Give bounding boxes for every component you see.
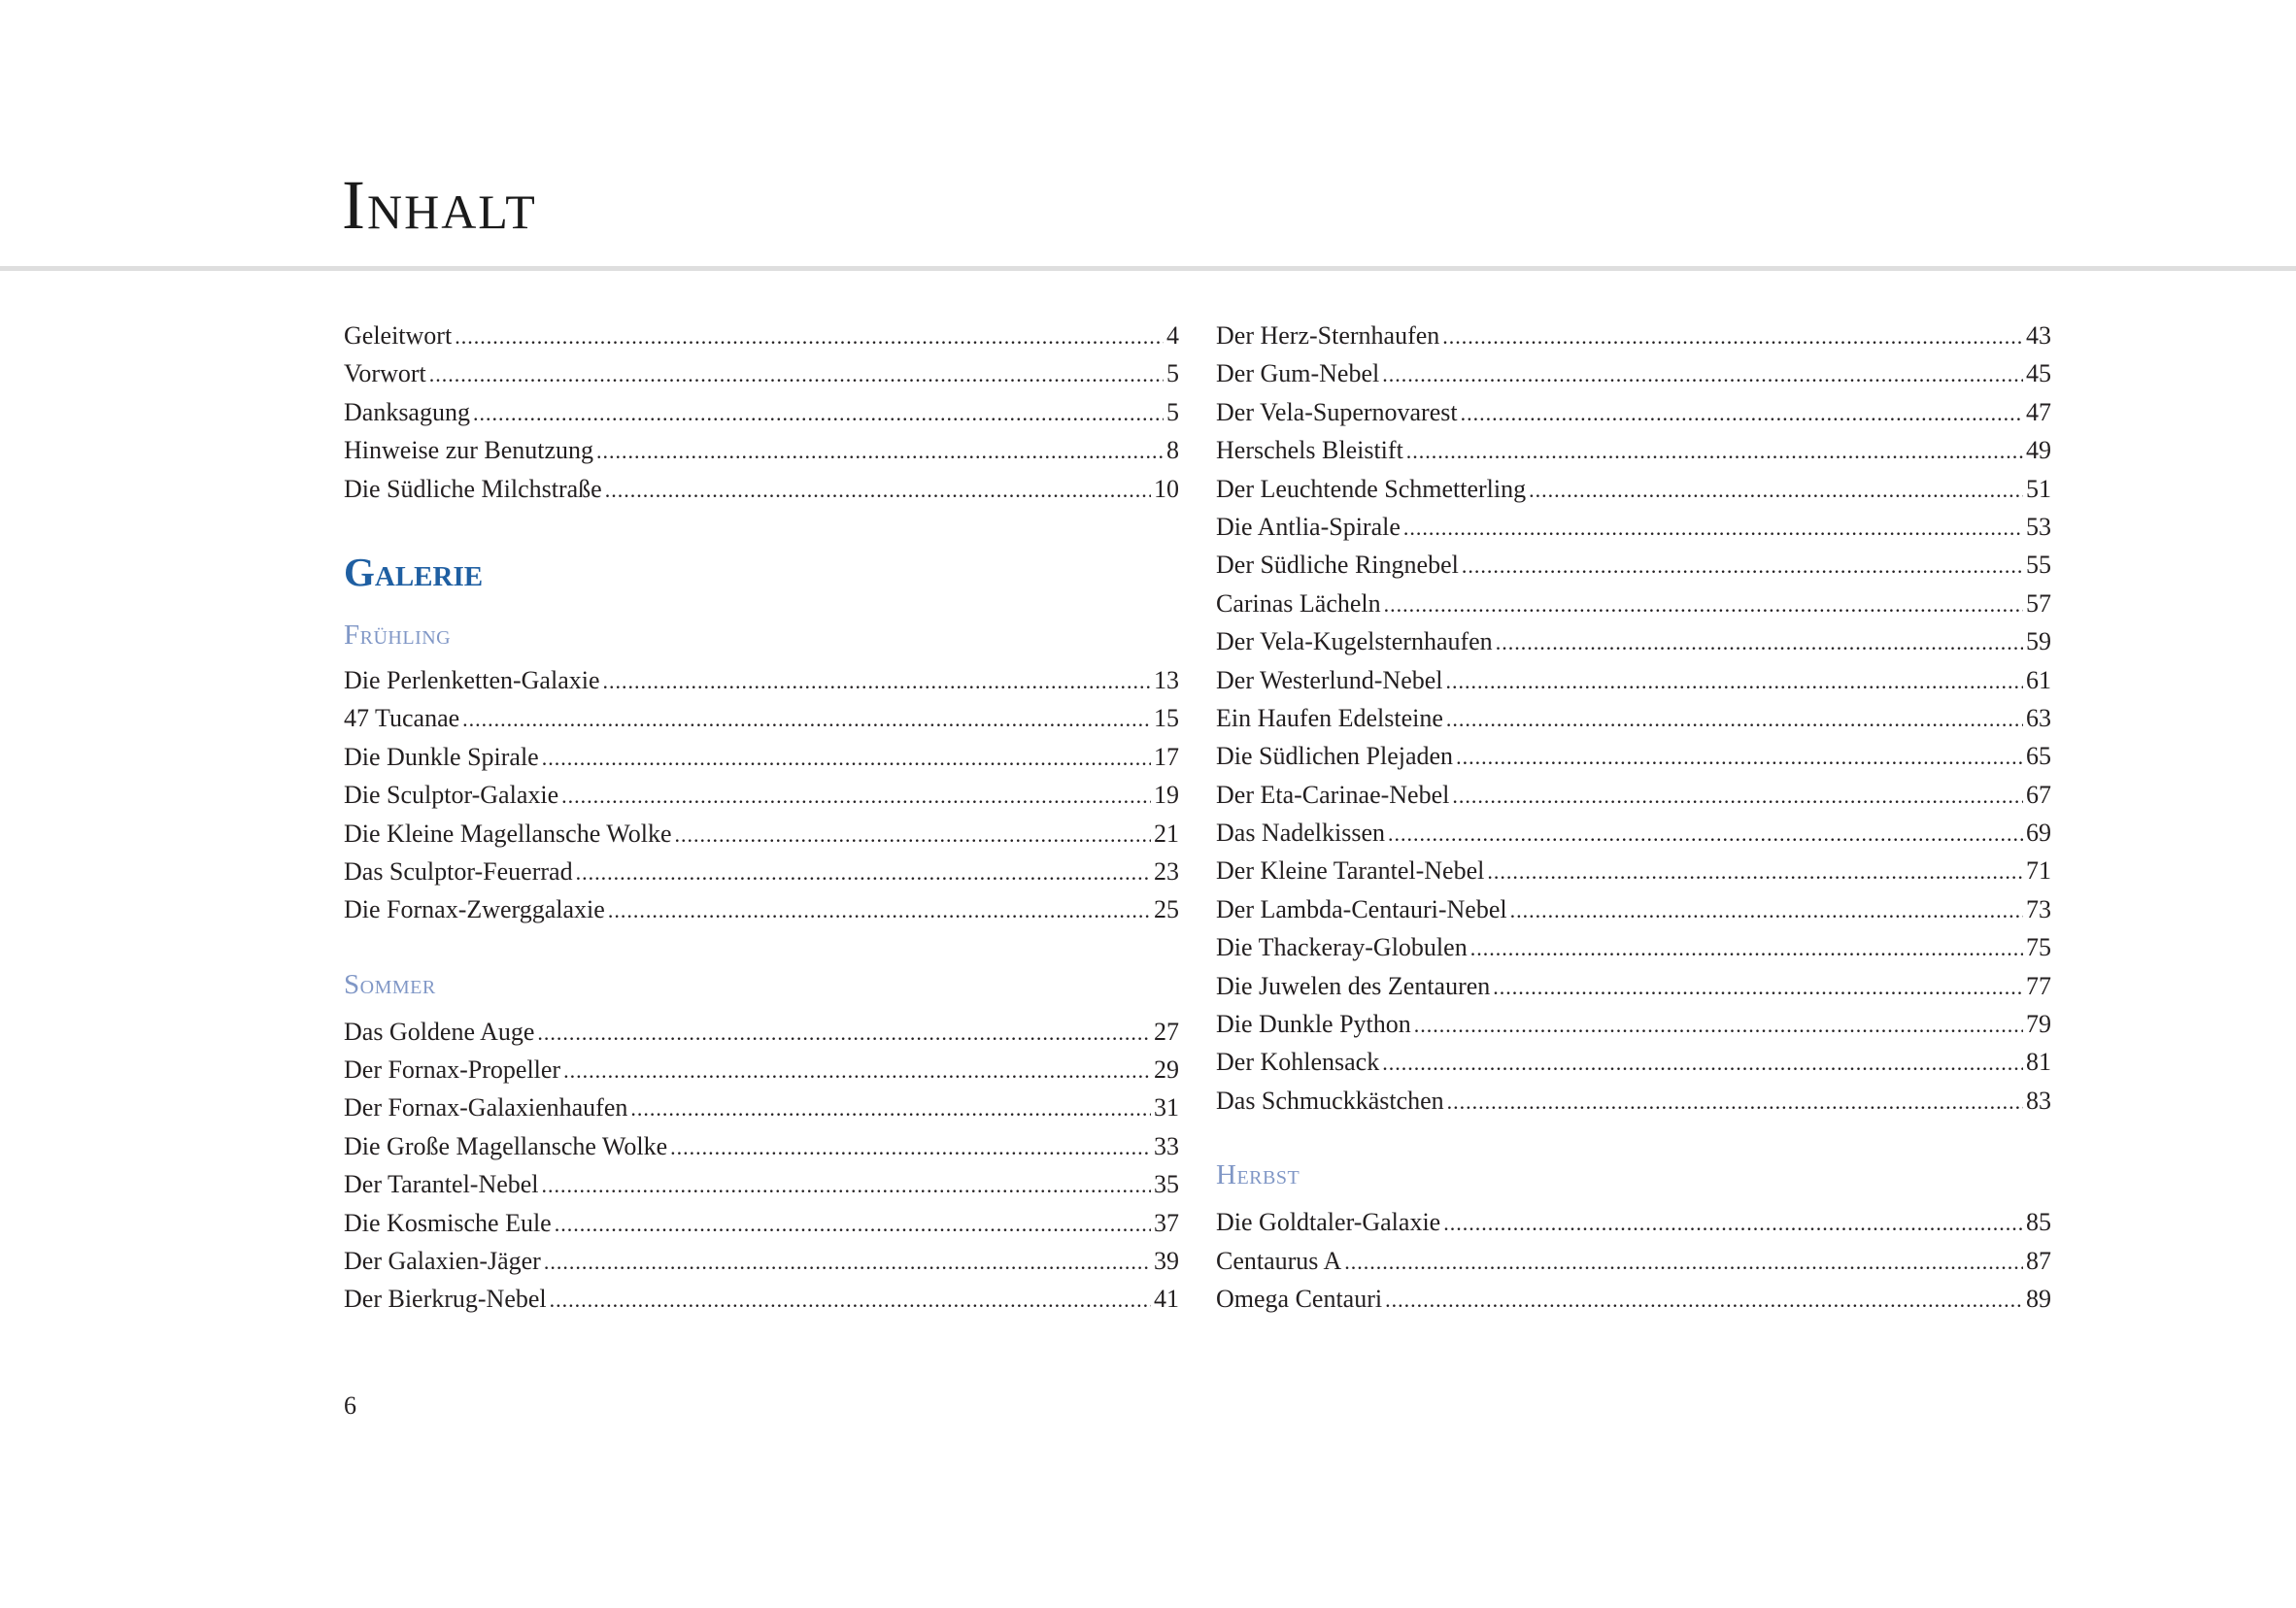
toc-entry-page: 8 bbox=[1166, 436, 1179, 465]
toc-entry-title: Die Kleine Magellansche Wolke bbox=[344, 819, 672, 848]
toc-entry-title: Geleitwort bbox=[344, 321, 453, 350]
dot-leader bbox=[542, 739, 1151, 777]
toc-entry[interactable] bbox=[1216, 470, 2051, 508]
toc-entry-page: 49 bbox=[2026, 436, 2051, 465]
toc-entry-title: Centaurus A bbox=[1216, 1246, 1342, 1275]
dot-leader bbox=[670, 1128, 1151, 1166]
dot-leader bbox=[537, 1014, 1151, 1052]
dot-leader bbox=[1493, 968, 2023, 1006]
dot-leader bbox=[1446, 700, 2023, 738]
toc-entry-title: Der Leuchtende Schmetterling bbox=[1216, 474, 1527, 503]
herbst-list bbox=[1216, 1203, 2051, 1318]
dot-leader bbox=[462, 700, 1151, 738]
dot-leader bbox=[1447, 1083, 2023, 1121]
dot-leader bbox=[544, 1243, 1151, 1281]
toc-entry-title: Der Herz-Sternhaufen bbox=[1216, 321, 1440, 350]
toc-entry-title: Der Vela-Kugelsternhaufen bbox=[1216, 627, 1493, 656]
toc-entry-page: 69 bbox=[2026, 819, 2051, 848]
toc-entry-page: 45 bbox=[2026, 359, 2051, 388]
dot-leader bbox=[1487, 853, 2023, 890]
toc-entry-title: Die Thackeray-Globulen bbox=[1216, 933, 1468, 962]
toc-entry[interactable] bbox=[1216, 317, 2051, 354]
dot-leader bbox=[561, 777, 1151, 815]
dot-leader bbox=[630, 1089, 1151, 1127]
toc-entry-page: 67 bbox=[2026, 780, 2051, 809]
toc-entry[interactable] bbox=[344, 890, 1179, 928]
toc-entry-page: 63 bbox=[2026, 703, 2051, 732]
toc-entry[interactable] bbox=[1216, 508, 2051, 546]
title-divider bbox=[0, 266, 2296, 271]
toc-entry-page: 41 bbox=[1154, 1285, 1179, 1314]
spacer bbox=[344, 929, 1179, 956]
toc-entry-title: Der Westerlund-Nebel bbox=[1216, 665, 1443, 694]
toc-entry-page: 31 bbox=[1154, 1093, 1179, 1122]
dot-leader bbox=[1406, 432, 2023, 470]
toc-entry-title: Die Fornax-Zwerggalaxie bbox=[344, 895, 605, 924]
dot-leader bbox=[1388, 815, 2023, 853]
fruehling-list bbox=[344, 661, 1179, 929]
toc-entry[interactable] bbox=[1216, 852, 2051, 889]
dot-leader bbox=[605, 471, 1151, 509]
toc-entry-page: 77 bbox=[2026, 971, 2051, 1000]
toc-entry-page: 17 bbox=[1154, 742, 1179, 771]
toc-entry-page: 35 bbox=[1154, 1170, 1179, 1199]
dot-leader bbox=[596, 432, 1164, 470]
toc-entry-title: Der Kleine Tarantel-Nebel bbox=[1216, 856, 1485, 886]
toc-entry-page: 55 bbox=[2026, 551, 2051, 580]
toc-entry[interactable] bbox=[1216, 546, 2051, 584]
toc-entry-title: Die Juwelen des Zentauren bbox=[1216, 971, 1491, 1000]
toc-entry-title: Herschels Bleistift bbox=[1216, 436, 1403, 465]
toc-entry-title: Die Antlia-Spirale bbox=[1216, 512, 1401, 541]
toc-entry-page: 79 bbox=[2026, 1010, 2051, 1039]
dot-leader bbox=[550, 1281, 1151, 1319]
toc-entry[interactable] bbox=[344, 1165, 1179, 1203]
toc-entry[interactable] bbox=[344, 1051, 1179, 1089]
toc-entry[interactable] bbox=[1216, 776, 2051, 814]
toc-entry[interactable] bbox=[1216, 967, 2051, 1005]
toc-entry-title: Die Dunkle Python bbox=[1216, 1010, 1411, 1039]
toc-entry-title: Der Fornax-Galaxienhaufen bbox=[344, 1093, 628, 1122]
toc-entry-page: 61 bbox=[2026, 665, 2051, 694]
toc-entry[interactable] bbox=[344, 815, 1179, 853]
toc-entry-title: Der Eta-Carinae-Nebel bbox=[1216, 780, 1450, 809]
toc-entry[interactable] bbox=[344, 1013, 1179, 1051]
toc-entry[interactable] bbox=[1216, 890, 2051, 928]
toc-entry[interactable] bbox=[344, 393, 1179, 431]
toc-entry[interactable] bbox=[1216, 622, 2051, 660]
toc-entry-title: Die Perlenketten-Galaxie bbox=[344, 665, 600, 694]
dot-leader bbox=[542, 1166, 1151, 1204]
toc-entry-title: Die Südliche Milchstraße bbox=[344, 474, 602, 503]
dot-leader bbox=[1456, 738, 2023, 776]
dot-leader bbox=[1510, 891, 2023, 929]
spacer bbox=[1216, 1120, 2051, 1147]
toc-entry[interactable] bbox=[1216, 699, 2051, 737]
toc-entry-title: Der Gum-Nebel bbox=[1216, 359, 1380, 388]
toc-entry[interactable] bbox=[1216, 661, 2051, 699]
toc-entry-title: Die Sculptor-Galaxie bbox=[344, 781, 559, 810]
toc-entry-page: 85 bbox=[2026, 1208, 2051, 1237]
toc-entry-page: 23 bbox=[1154, 856, 1179, 886]
toc-entry-title: Der Tarantel-Nebel bbox=[344, 1170, 539, 1199]
page-number: 6 bbox=[344, 1391, 356, 1420]
toc-entry-title: Hinweise zur Benutzung bbox=[344, 436, 594, 465]
page-title: Inhalt bbox=[342, 166, 537, 244]
toc-entry-page: 25 bbox=[1154, 895, 1179, 924]
toc-entry-title: Der Vela-Supernovarest bbox=[1216, 397, 1458, 426]
spacer bbox=[344, 508, 1179, 537]
toc-entry-title: Der Fornax-Propeller bbox=[344, 1055, 561, 1085]
dot-leader bbox=[1382, 355, 2023, 393]
toc-entry-page: 43 bbox=[2026, 321, 2051, 350]
toc-entry-page: 71 bbox=[2026, 856, 2051, 886]
dot-leader bbox=[1403, 509, 2023, 547]
dot-leader bbox=[1443, 1204, 2023, 1242]
toc-entry-page: 65 bbox=[2026, 742, 2051, 771]
toc-entry-page: 47 bbox=[2026, 397, 2051, 426]
toc-entry[interactable] bbox=[1216, 1242, 2051, 1280]
toc-entry[interactable] bbox=[344, 354, 1179, 392]
toc-entry-page: 27 bbox=[1154, 1017, 1179, 1046]
dot-leader bbox=[1446, 662, 2023, 700]
toc-entry-page: 39 bbox=[1154, 1247, 1179, 1276]
toc-entry-page: 87 bbox=[2026, 1246, 2051, 1275]
toc-entry-title: Der Lambda-Centauri-Nebel bbox=[1216, 894, 1507, 923]
toc-entry[interactable] bbox=[344, 699, 1179, 737]
toc-entry-title: Der Galaxien-Jäger bbox=[344, 1247, 541, 1276]
dot-leader bbox=[563, 1052, 1151, 1089]
toc-entry-title: Die Goldtaler-Galaxie bbox=[1216, 1208, 1441, 1237]
dot-leader bbox=[1470, 929, 2023, 967]
toc-entry-page: 5 bbox=[1166, 359, 1179, 388]
toc-entry-page: 37 bbox=[1154, 1208, 1179, 1237]
dot-leader bbox=[473, 394, 1164, 432]
toc-entry[interactable] bbox=[344, 317, 1179, 354]
toc-entry-title: Vorwort bbox=[344, 359, 426, 388]
toc-entry[interactable] bbox=[344, 1242, 1179, 1280]
toc-entry[interactable] bbox=[344, 1127, 1179, 1165]
toc-entry-page: 33 bbox=[1154, 1131, 1179, 1160]
toc-entry[interactable] bbox=[1216, 1005, 2051, 1043]
toc-entry-title: Omega Centauri bbox=[1216, 1284, 1383, 1313]
dot-leader bbox=[1442, 318, 2023, 355]
toc-entry-page: 10 bbox=[1154, 474, 1179, 503]
season-heading-sommer: Sommer bbox=[344, 968, 436, 1000]
dot-leader bbox=[1382, 1044, 2023, 1082]
sommer-list-right bbox=[1216, 317, 2051, 1120]
toc-entry[interactable] bbox=[344, 776, 1179, 814]
toc-entry-page: 53 bbox=[2026, 512, 2051, 541]
toc-entry-title: Die Große Magellansche Wolke bbox=[344, 1131, 668, 1160]
toc-entry[interactable] bbox=[1216, 354, 2051, 392]
toc-column-left bbox=[344, 317, 1179, 1319]
toc-entry-title: Ein Haufen Edelsteine bbox=[1216, 703, 1443, 732]
toc-entry-page: 5 bbox=[1166, 397, 1179, 426]
toc-entry-title: Der Bierkrug-Nebel bbox=[344, 1285, 547, 1314]
dot-leader bbox=[429, 355, 1164, 393]
toc-entry-title: Die Südlichen Plejaden bbox=[1216, 742, 1454, 771]
toc-entry[interactable] bbox=[1216, 585, 2051, 622]
toc-entry[interactable] bbox=[1216, 1203, 2051, 1241]
dot-leader bbox=[1452, 777, 2023, 815]
toc-entry-page: 89 bbox=[2026, 1284, 2051, 1313]
season-heading-fruehling: Frühling bbox=[344, 619, 452, 651]
toc-entry[interactable] bbox=[1216, 1043, 2051, 1081]
toc-entry-page: 15 bbox=[1154, 704, 1179, 733]
dot-leader bbox=[674, 816, 1151, 854]
dot-leader bbox=[555, 1205, 1151, 1243]
toc-entry-title: 47 Tucanae bbox=[344, 704, 460, 733]
front-matter-list bbox=[344, 317, 1179, 508]
toc-entry-page: 57 bbox=[2026, 588, 2051, 618]
toc-entry-title: Carinas Lächeln bbox=[1216, 588, 1381, 618]
toc-entry[interactable] bbox=[1216, 928, 2051, 966]
toc-entry-page: 51 bbox=[2026, 474, 2051, 503]
toc-entry[interactable] bbox=[344, 853, 1179, 890]
toc-entry[interactable] bbox=[1216, 1082, 2051, 1120]
dot-leader bbox=[1414, 1006, 2023, 1044]
toc-entry-page: 4 bbox=[1166, 321, 1179, 350]
dot-leader bbox=[576, 854, 1151, 891]
toc-entry-title: Das Nadelkissen bbox=[1216, 819, 1386, 848]
toc-entry-page: 13 bbox=[1154, 665, 1179, 694]
dot-leader bbox=[608, 891, 1151, 929]
toc-column-right bbox=[1216, 317, 2051, 1318]
toc-entry[interactable] bbox=[1216, 814, 2051, 852]
toc-entry-title: Der Südliche Ringnebel bbox=[1216, 551, 1459, 580]
toc-entry-page: 81 bbox=[2026, 1048, 2051, 1077]
dot-leader bbox=[1461, 394, 2023, 432]
sommer-list-left bbox=[344, 1013, 1179, 1319]
toc-entry-title: Der Kohlensack bbox=[1216, 1048, 1380, 1077]
toc-entry-page: 75 bbox=[2026, 933, 2051, 962]
toc-entry[interactable] bbox=[344, 1280, 1179, 1318]
toc-entry[interactable] bbox=[344, 661, 1179, 699]
toc-entry[interactable] bbox=[344, 1204, 1179, 1242]
dot-leader bbox=[1384, 586, 2023, 623]
dot-leader bbox=[1344, 1243, 2023, 1281]
toc-entry-title: Die Kosmische Eule bbox=[344, 1208, 552, 1237]
toc-entry-page: 19 bbox=[1154, 781, 1179, 810]
dot-leader bbox=[1462, 547, 2023, 585]
toc-entry-page: 21 bbox=[1154, 819, 1179, 848]
toc-entry[interactable] bbox=[1216, 431, 2051, 469]
toc-entry-title: Das Schmuckkästchen bbox=[1216, 1086, 1444, 1115]
toc-entry[interactable] bbox=[1216, 737, 2051, 775]
toc-entry[interactable] bbox=[1216, 1280, 2051, 1318]
dot-leader bbox=[1385, 1281, 2023, 1319]
toc-entry-title: Das Goldene Auge bbox=[344, 1017, 535, 1046]
toc-entry-title: Das Sculptor-Feuerrad bbox=[344, 856, 573, 886]
dot-leader bbox=[603, 662, 1152, 700]
gallery-heading: Galerie bbox=[344, 549, 484, 594]
toc-entry[interactable] bbox=[344, 431, 1179, 469]
dot-leader bbox=[455, 318, 1164, 355]
toc-entry-title: Die Dunkle Spirale bbox=[344, 742, 539, 771]
toc-entry[interactable] bbox=[344, 738, 1179, 776]
toc-entry-title: Danksagung bbox=[344, 397, 470, 426]
toc-entry[interactable] bbox=[344, 470, 1179, 508]
toc-entry-page: 59 bbox=[2026, 627, 2051, 656]
toc-entry[interactable] bbox=[1216, 393, 2051, 431]
toc-entry-page: 29 bbox=[1154, 1055, 1179, 1085]
toc-entry-page: 73 bbox=[2026, 894, 2051, 923]
toc-entry[interactable] bbox=[344, 1089, 1179, 1126]
toc-entry-page: 83 bbox=[2026, 1086, 2051, 1115]
dot-leader bbox=[1529, 471, 2023, 509]
season-heading-herbst: Herbst bbox=[1216, 1159, 1300, 1191]
dot-leader bbox=[1496, 623, 2023, 661]
